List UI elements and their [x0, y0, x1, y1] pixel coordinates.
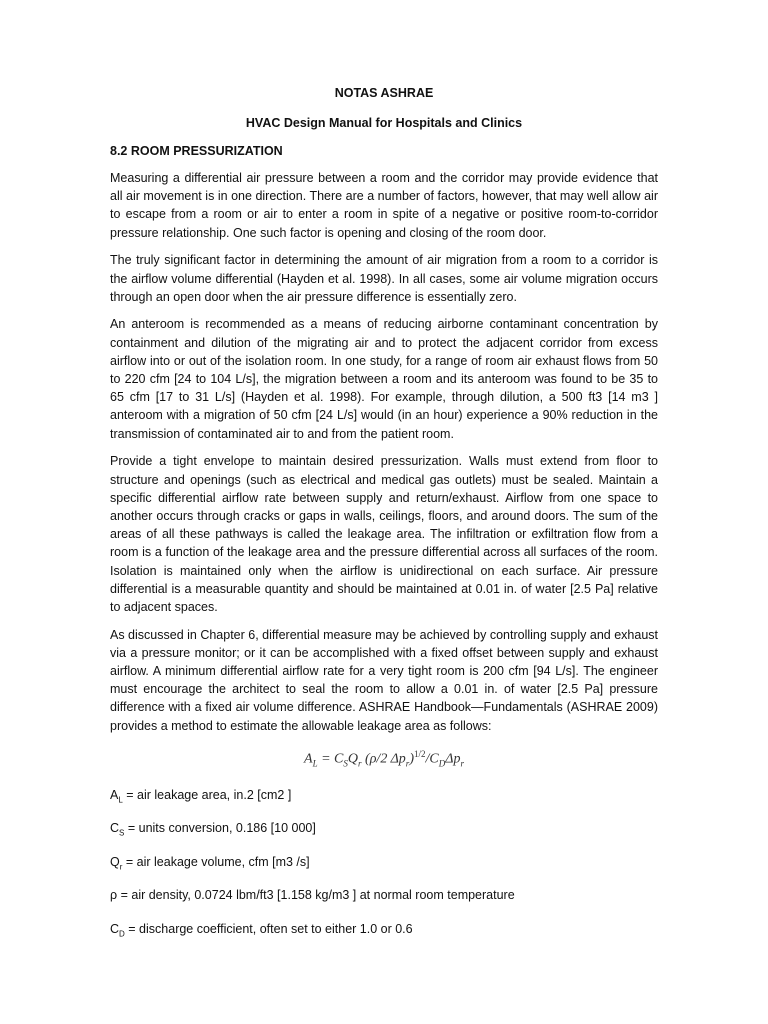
paragraph-5: As discussed in Chapter 6, differential measure may be achieved by controlling supply and exhaust via a pressure monitor; or it can be accomplished with a fixed offset between supply and exhaust airflow. A minimum differential airflow rate for a very tight room is 200 cfm [94 L/s]. The engineer must encourage the architect to seal the room to allow a 0.01 in. of water [2.5 Pa] pressure difference with a fixed air volume difference. ASHRAE Handbook—Fundamentals (ASHRAE 2009) provides a method to estimate the allowable leakage area as follows:	[110, 627, 658, 733]
formula-div: /C	[425, 752, 439, 768]
paragraph-4: Provide a tight envelope to maintain desired pressurization. Walls must extend from floor to structure and openings (such as electrical and medical gas outlets) must be sealed. Maintain a specific differential airflow rate between supply and return/exhaust. Airflow from one space to another occurs through cracks or gaps in walls, ceilings, floors, and around doors. The sum of the areas of all these pathways is called the leakage area. The infiltration or exfiltration flow from a room is a function of the leakage area and the pressure differential across all surfaces of the room. Isolation is maintained only when the airflow is unidirectional on each surface. Air pressure differential is a measurable quantity and should be maintained at 0.01 in. of water [2.5 Pa] relative to adjacent spaces.	[110, 454, 658, 614]
variable-definition	[110, 819, 658, 843]
formula-exponent: 1/2	[413, 749, 426, 760]
formula-eq: = C	[317, 752, 344, 768]
leakage-area-formula	[110, 744, 658, 773]
document-title: NOTAS ASHRAE	[334, 86, 434, 100]
variable-definition	[110, 786, 658, 810]
formula-paren-open: (ρ/2 Δp	[361, 752, 406, 768]
section-heading: 8.2 ROOM PRESSURIZATION	[110, 144, 283, 158]
formula-paren-close: )	[409, 752, 414, 768]
variable-definition	[110, 853, 658, 877]
paragraph-1: Measuring a differential air pressure between a room and the corridor may provide evidence that all air movement is in one direction. There are a number of factors, however, that may well allow air to escape from a room or air to enter a room in spite of a negative or positive room-to-corridor pressure relationship. One such factor is opening and closing of the room door.	[110, 171, 658, 240]
variable-symbol: C	[110, 921, 120, 936]
variable-symbol: A	[110, 787, 119, 802]
formula-q: Q	[347, 752, 359, 768]
formula-lhs: A	[304, 752, 313, 768]
variable-definition	[110, 920, 658, 944]
formula-c-sub: S	[343, 758, 348, 769]
variable-symbol: ρ	[110, 888, 118, 903]
formula-lhs-sub: L	[312, 758, 318, 769]
variable-text: = units conversion, 0.186 [10 000]	[124, 821, 316, 836]
formula-tail: Δp	[445, 752, 461, 768]
variable-definition	[110, 886, 658, 910]
document-subtitle: HVAC Design Manual for Hospitals and Clinics	[245, 116, 523, 130]
variable-subscript: r	[119, 862, 123, 872]
paragraph-3: An anteroom is recommended as a means of reducing airborne contaminant concentration by containment and dilution of the migrating air and to protect the adjacent corridor from excess airflow into or out of the isolation room. In one study, for a range of room air exhaust flows from 50 to 220 cfm [24 to 104 L/s], the migration between a room and its anteroom was found to be 35 to 65 cfm [17 to 31 L/s] (Hayden et al. 1998). For example, through dilution, a 500 ft3 [14 m3 ] anteroom with a migration of 50 cfm [24 L/s] would (in an hour) experience a 90% reduction in the transmission of contaminated air to and from the patient room.	[110, 317, 658, 441]
formula-p-sub: r	[405, 758, 410, 769]
variable-subscript: S	[119, 828, 125, 838]
document-body	[110, 84, 658, 953]
variable-text: = discharge coefficient, often set to either 1.0 or 0.6	[124, 921, 413, 936]
variable-text: = air leakage area, in.2 [cm2 ]	[122, 787, 292, 802]
variable-text: = air density, 0.0724 lbm/ft3 [1.158 kg/m3 ] at normal room temperature	[117, 888, 515, 903]
variable-symbol: C	[110, 821, 120, 836]
formula-d-sub: D	[438, 758, 446, 769]
formula-q-sub: r	[358, 758, 362, 769]
formula-tail-sub: r	[460, 758, 464, 769]
variable-subscript: D	[119, 929, 125, 939]
variable-symbol: Q	[110, 854, 120, 869]
paragraph-2: The truly significant factor in determining the amount of air migration from a room to a corridor is the airflow volume differential (Hayden et al. 1998). In all cases, some air volume migration occurs through an open door when the air pressure difference is essentially zero.	[110, 253, 658, 304]
variable-subscript: L	[118, 795, 123, 805]
variable-text: = air leakage volume, cfm [m3 /s]	[122, 854, 310, 869]
